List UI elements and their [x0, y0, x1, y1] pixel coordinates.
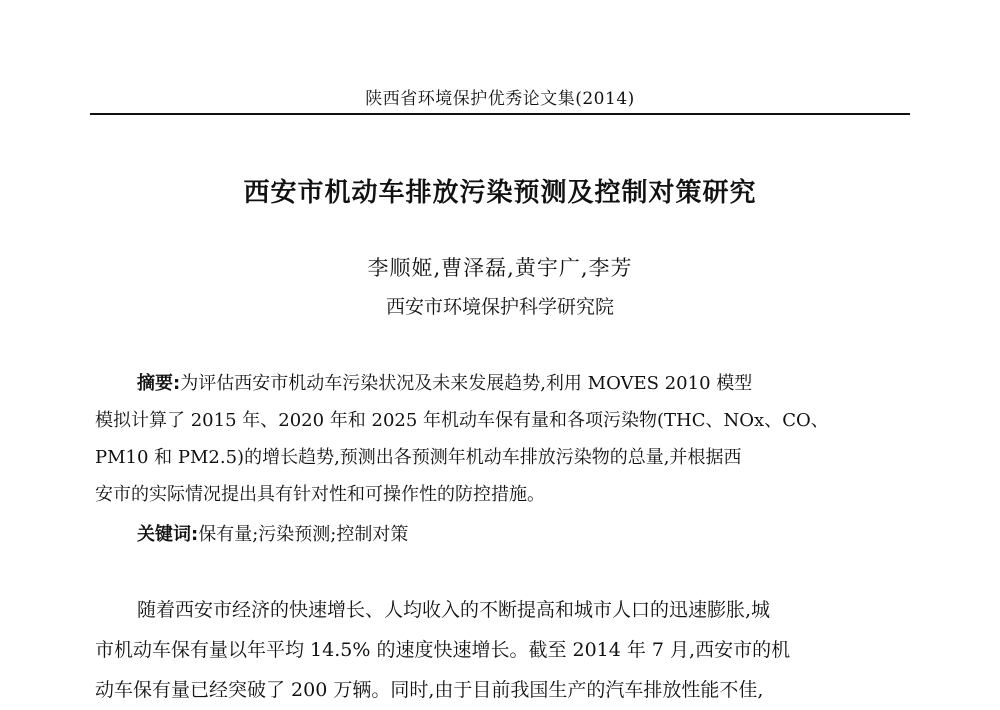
- abstract-line: PM10 和 PM2.5)的增长趋势,预测出各预测年机动车排放污染物的总量,并根据西: [95, 447, 742, 468]
- affiliation: 西安市环境保护科学研究院: [385, 296, 614, 318]
- abstract-line: [137, 365, 885, 402]
- keywords-text: 保有量;污染预测;控制对策: [198, 524, 409, 545]
- abstract: [95, 365, 885, 513]
- abstract-line: 安市的实际情况提出具有针对性和可操作性的防控措施。: [95, 484, 545, 505]
- running-header: 陕西省环境保护优秀论文集(2014): [365, 89, 635, 109]
- keywords-label: 关键词:: [137, 524, 199, 545]
- author-list: 李顺姬,曹泽磊,黄宇广,李芳: [367, 256, 633, 280]
- abstract-line: 模拟计算了 2015 年、2020 年和 2025 年机动车保有量和各项污染物(THC、NOx、CO、: [95, 410, 829, 431]
- paper-title: 西安市机动车排放污染预测及控制对策研究: [243, 178, 757, 208]
- keywords: [137, 520, 408, 546]
- body-line: 动车保有量已经突破了 200 万辆。同时,由于目前我国生产的汽车排放性能不佳,: [95, 679, 764, 701]
- abstract-label: 摘要:: [137, 373, 181, 394]
- body-line: 市机动车保有量以年平均 14.5% 的速度快速增长。截至 2014 年 7 月,西安市的机: [95, 639, 791, 661]
- body-line: 随着西安市经济的快速增长、人均收入的不断提高和城市人口的迅速膨胀,城: [137, 599, 771, 621]
- header-rule: [90, 113, 910, 115]
- abstract-text: 为评估西安市机动车污染状况及未来发展趋势,利用 MOVES 2010 模型: [180, 373, 753, 394]
- body-paragraph: [95, 590, 885, 710]
